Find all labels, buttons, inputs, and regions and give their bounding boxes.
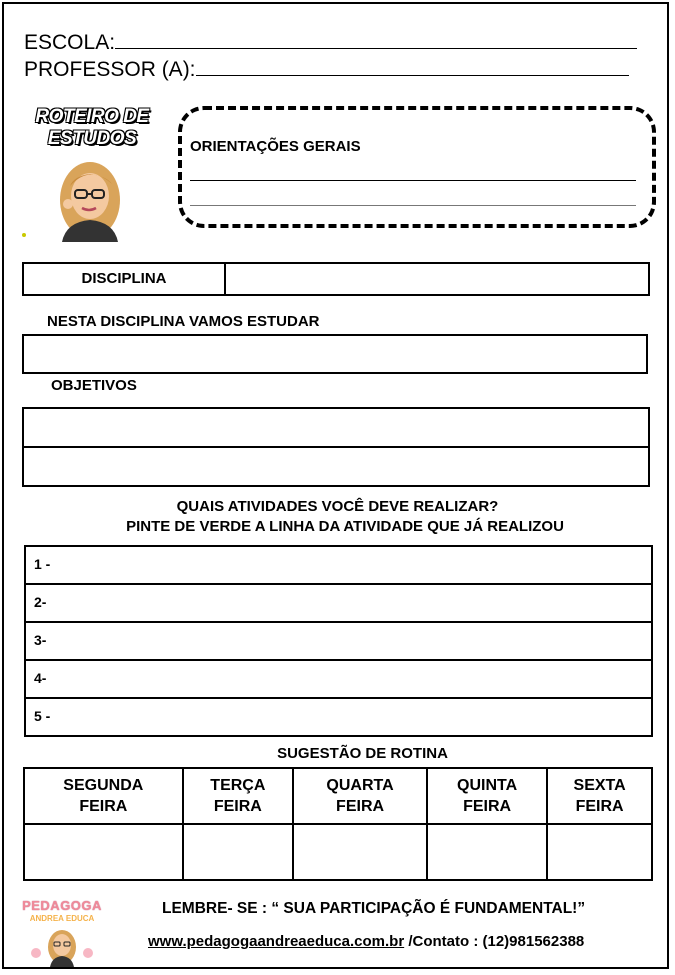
teacher-input-line[interactable] — [196, 57, 629, 76]
activity-row-3[interactable] — [24, 621, 653, 661]
day-wednesday-line1: QUARTA — [326, 777, 394, 794]
activity-number-1: 1 - — [34, 556, 51, 572]
day-friday — [547, 768, 652, 824]
teacher-label: PROFESSOR (A): — [24, 58, 196, 81]
routine-cell-friday[interactable] — [547, 824, 652, 880]
routine-cell-wednesday[interactable] — [293, 824, 427, 880]
day-wednesday-line2: FEIRA — [336, 798, 385, 815]
routine-title: SUGESTÃO DE ROTINA — [277, 745, 448, 762]
activity-row-2[interactable] — [24, 583, 653, 623]
activity-number-3: 3- — [34, 632, 47, 648]
logo-title-line1: ROTEIRO DE — [35, 106, 149, 127]
school-field — [24, 30, 637, 55]
day-thursday-line2: FEIRA — [463, 798, 512, 815]
activity-number-4: 4- — [34, 670, 47, 686]
objectives-input-2[interactable] — [22, 446, 650, 487]
activities-title-line2: PINTE DE VERDE A LINHA DA ATIVIDADE QUE JÁ REALIZOU — [126, 518, 564, 535]
routine-table — [23, 767, 653, 881]
day-monday-line2: FEIRA — [79, 798, 128, 815]
website-link[interactable]: www.pedagogaandreaeduca.com.br — [148, 933, 405, 950]
footer-contact-line — [148, 933, 584, 950]
brand-line1: PEDAGOGA — [22, 898, 102, 913]
brand-logo — [22, 898, 102, 970]
routine-header-row — [24, 768, 652, 824]
activity-row-4[interactable] — [24, 659, 653, 699]
logo-title-line2: ESTUDOS — [47, 128, 137, 149]
activities-title-line1: QUAIS ATIVIDADES VOCÊ DEVE REALIZAR? — [176, 498, 499, 515]
contact-info: /Contato : (12)981562388 — [408, 933, 585, 950]
day-thursday-line1: QUINTA — [457, 777, 518, 794]
study-topic-input[interactable] — [22, 334, 648, 374]
decorative-dot — [22, 233, 26, 237]
objectives-label: OBJETIVOS — [51, 377, 137, 394]
study-topic-label: NESTA DISCIPLINA VAMOS ESTUDAR — [47, 313, 320, 330]
activity-row-1[interactable] — [24, 545, 653, 585]
brand-avatar-icon — [22, 923, 102, 967]
routine-cell-tuesday[interactable] — [183, 824, 293, 880]
day-friday-line1: SEXTA — [573, 777, 626, 794]
day-thursday — [427, 768, 547, 824]
school-label: ESCOLA: — [24, 31, 116, 54]
study-guide-logo — [22, 106, 162, 247]
discipline-label: DISCIPLINA — [24, 264, 226, 294]
activity-row-5[interactable] — [24, 697, 653, 737]
day-tuesday-line2: FEIRA — [213, 798, 262, 815]
school-input-line[interactable] — [115, 30, 637, 49]
discipline-row — [22, 262, 650, 296]
general-guidelines-label: ORIENTAÇÕES GERAIS — [190, 138, 361, 155]
general-guidelines-box — [178, 106, 656, 228]
routine-cell-thursday[interactable] — [427, 824, 547, 880]
footer-reminder: LEMBRE- SE : “ SUA PARTICIPAÇÃO É FUNDAMENTAL!” — [162, 900, 586, 917]
day-tuesday-line1: TERÇA — [210, 777, 266, 794]
routine-cell-monday[interactable] — [24, 824, 183, 880]
brand-line2: ANDREA EDUCA — [29, 914, 95, 923]
activity-number-5: 5 - — [34, 708, 51, 724]
day-tuesday — [183, 768, 293, 824]
day-wednesday — [293, 768, 427, 824]
teacher-field — [24, 57, 629, 82]
objectives-input-1[interactable] — [22, 407, 650, 448]
day-monday-line1: SEGUNDA — [63, 777, 144, 794]
activity-number-2: 2- — [34, 594, 47, 610]
guidelines-line-1[interactable] — [190, 180, 636, 181]
day-monday — [24, 768, 183, 824]
teacher-avatar-icon — [22, 150, 162, 242]
discipline-input[interactable] — [226, 264, 648, 294]
routine-entry-row — [24, 824, 652, 880]
guidelines-line-2[interactable] — [190, 205, 636, 206]
day-friday-line2: FEIRA — [575, 798, 624, 815]
